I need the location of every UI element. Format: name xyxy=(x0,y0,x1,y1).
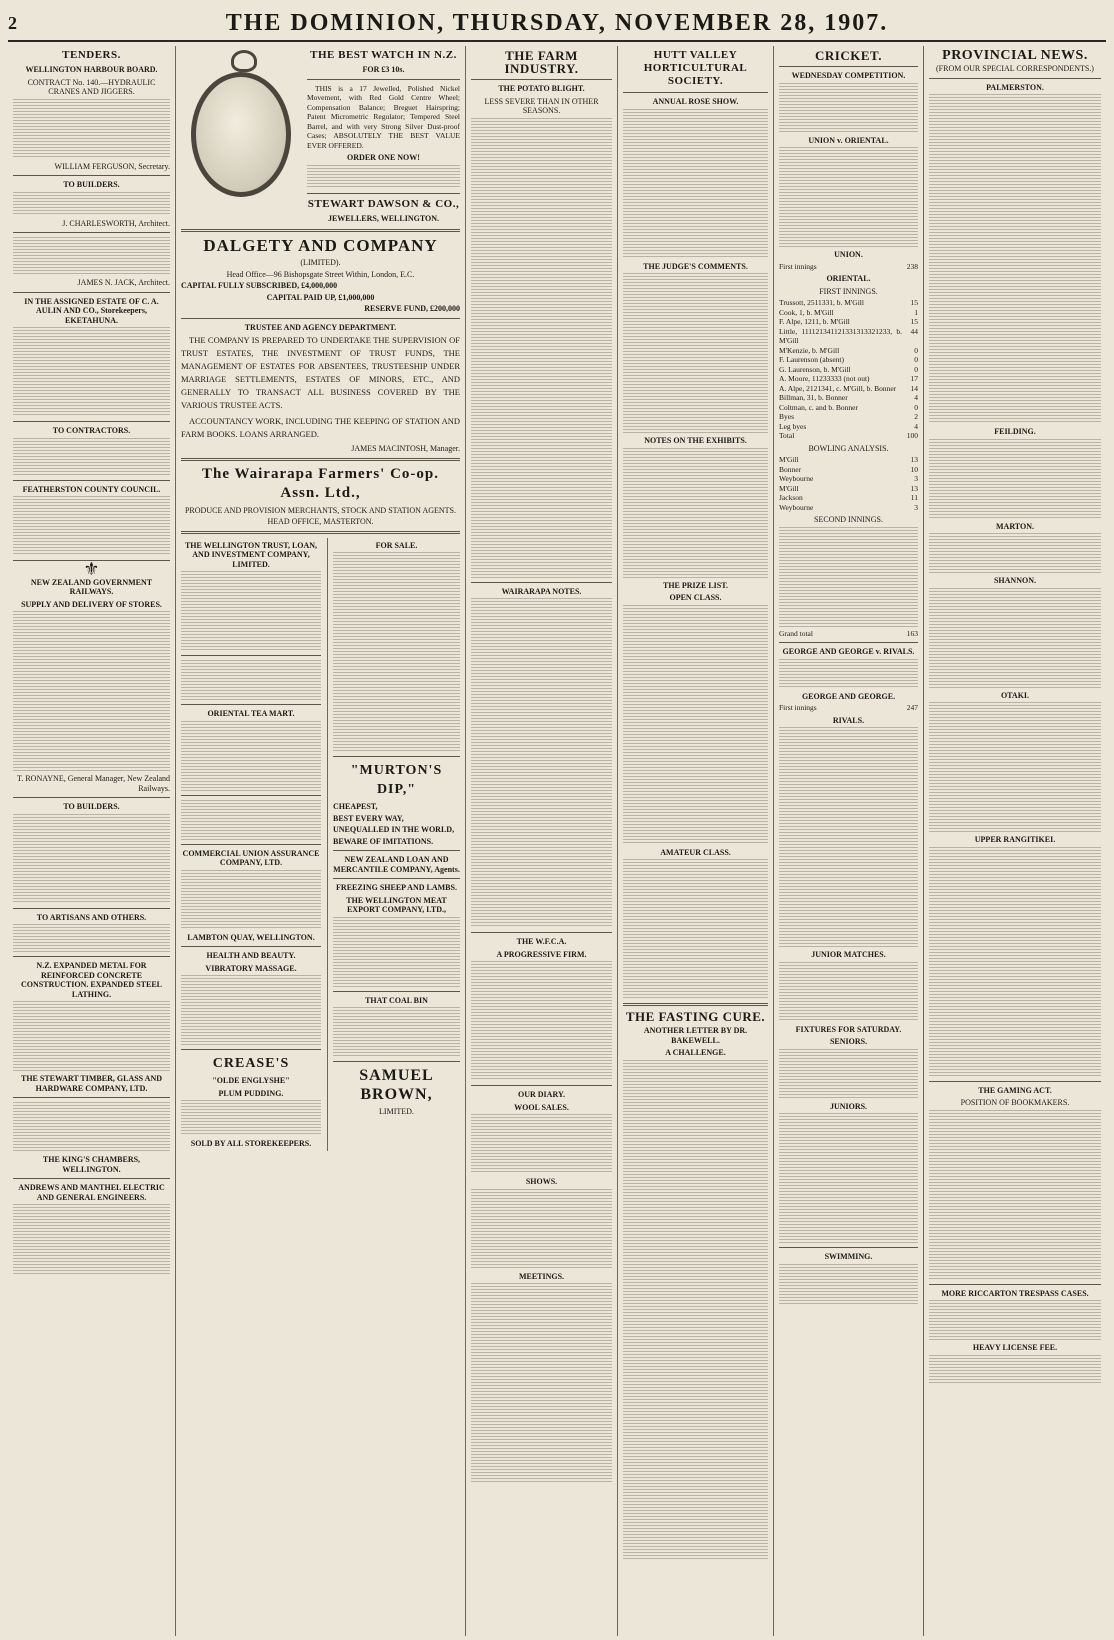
juniors-heading: JUNIORS. xyxy=(829,1101,868,1111)
shows-heading: SHOWS. xyxy=(525,1177,558,1186)
article-text xyxy=(471,1189,612,1269)
to-builders-heading-2: TO BUILDERS. xyxy=(63,802,120,811)
union-total-row: First innings 238 xyxy=(779,261,918,271)
score-row xyxy=(779,346,918,356)
wednesday-heading: WEDNESDAY COMPETITION. xyxy=(791,71,906,80)
text-block xyxy=(13,438,170,476)
capital-paid: CAPITAL PAID UP, £1,000,000 xyxy=(266,292,375,302)
harbour-board-heading: WELLINGTON HARBOUR BOARD. xyxy=(25,65,158,74)
second-innings-heading: SECOND INNINGS. xyxy=(814,515,883,524)
player-name: Weybourne xyxy=(779,502,814,512)
dalgety-manager: JAMES MACINTOSH, Manager. xyxy=(351,444,460,453)
grand-total-row: Grand total 163 xyxy=(779,628,918,638)
text-block xyxy=(13,814,170,904)
creases-heading: CREASE'S xyxy=(212,1056,290,1071)
otaki-heading: OTAKI. xyxy=(1000,690,1030,700)
trust-loan-heading: THE WELLINGTON TRUST, LOAN, AND INVESTMENT COMPANY, LIMITED. xyxy=(184,540,318,569)
player-runs: 2 xyxy=(914,412,918,421)
player-runs: 13 xyxy=(910,455,918,464)
cricket-heading: CRICKET. xyxy=(815,48,882,63)
murtons-line-4: BEWARE OF IMITATIONS. xyxy=(333,836,434,846)
trustee-body: THE COMPANY IS PREPARED TO UNDERTAKE THE SUPERVISION OF TRUST ESTATES, THE INVESTMENT OF TRUST FUNDS, THE MANAGEMENT OF ESTATES FOR ABSENTEES, TRUSTEESHIP UNDER MARRIAGE SETTLEMENTS, ESTATES OF MINORS, ETC., AND GENERALLY TO TRANSACT ALL BUSINESS COVERED BY THE VARIOUS TRUSTEE ACTS. xyxy=(181,335,460,410)
player-runs: 11 xyxy=(910,493,918,502)
score-row xyxy=(779,384,918,394)
column-provincial-news xyxy=(924,46,1106,1636)
player-name: F. Alpe, 1211, b. M'Gill xyxy=(779,317,850,326)
player-runs: 44 xyxy=(910,326,918,336)
prize-list-heading: THE PRIZE LIST. xyxy=(663,580,728,590)
gg-total-row: First innings 247 xyxy=(779,703,918,712)
murtons-line-3: UNEQUALLED IN THE WORLD, xyxy=(333,825,455,834)
player-runs: 1 xyxy=(914,307,918,317)
player-runs: 3 xyxy=(914,474,918,483)
provincial-heading: PROVINCIAL NEWS. xyxy=(942,48,1088,63)
text-block xyxy=(13,496,170,556)
score-row xyxy=(779,474,918,484)
player-runs: 0 xyxy=(914,402,918,412)
oriental-total-row: Total 100 xyxy=(779,431,918,440)
coal-bin-heading: THAT COAL BIN xyxy=(365,995,428,1005)
stewart-dawson: STEWART DAWSON & CO., xyxy=(307,197,460,210)
wairarapa-notes-heading: WAIRARAPA NOTES. xyxy=(501,586,582,596)
amateur-class-heading: AMATEUR CLASS. xyxy=(660,847,731,857)
player-runs: 13 xyxy=(910,483,918,493)
article-text xyxy=(929,533,1101,573)
bowling-heading: BOWLING ANALYSIS. xyxy=(808,443,889,453)
article-text xyxy=(779,83,918,133)
article-text xyxy=(471,1114,612,1174)
nz-loan-heading: NEW ZEALAND LOAN AND MERCANTILE COMPANY, Agents. xyxy=(333,855,460,874)
article-text xyxy=(623,1060,768,1560)
stewart-timber-heading: THE STEWART TIMBER, GLASS AND HARDWARE COMPANY, LTD. xyxy=(20,1074,163,1093)
article-text xyxy=(623,109,768,259)
score-row xyxy=(779,455,918,465)
player-name: M'Kenzie, b. M'Gill xyxy=(779,345,840,355)
mixed-adverts xyxy=(181,538,460,1151)
article-text xyxy=(779,527,918,627)
shannon-heading: SHANNON. xyxy=(993,576,1036,585)
samuel-brown-limited: LIMITED. xyxy=(379,1107,414,1116)
marton-heading: MARTON. xyxy=(995,521,1034,531)
text-block xyxy=(13,1102,170,1152)
column-tenders xyxy=(8,46,176,1636)
featherston-heading: FEATHERSTON COUNTY COUNCIL. xyxy=(22,484,161,494)
storekeepers: SOLD BY ALL STOREKEEPERS. xyxy=(190,1139,312,1148)
article-text xyxy=(929,1300,1101,1340)
signature: WILLIAM FERGUSON, Secretary. xyxy=(54,161,170,171)
player-name: Jackson xyxy=(779,493,803,502)
railways-heading: NEW ZEALAND GOVERNMENT RAILWAYS. xyxy=(30,577,153,596)
article-text xyxy=(779,962,918,1022)
capital-subscribed: CAPITAL FULLY SUBSCRIBED, £4,000,000 xyxy=(181,281,338,290)
murtons-heading: "MURTON'S DIP," xyxy=(350,763,443,797)
to-builders-heading: TO BUILDERS. xyxy=(63,180,120,189)
text-block xyxy=(13,1001,170,1071)
contract-line: CONTRACT No. 140.—HYDRAULIC CRANES AND JIGGERS. xyxy=(27,77,156,96)
article-text xyxy=(929,439,1101,519)
challenge-heading: A CHALLENGE. xyxy=(665,1048,726,1057)
upper-rangitikei-heading: UPPER RANGITIKEI. xyxy=(974,835,1056,844)
dalgety-advert xyxy=(181,236,460,454)
dalgety-head-office: Head Office—96 Bishopsgate Street Within, London, E.C. xyxy=(226,269,415,279)
player-name: M'Gill xyxy=(779,455,799,464)
article-text xyxy=(929,1110,1101,1280)
another-letter-heading: ANOTHER LETTER BY DR. BAKEWELL. xyxy=(643,1026,748,1045)
signature: JAMES N. JACK, Architect. xyxy=(77,278,170,287)
player-name: Trussott, 2511331, b. M'Gill xyxy=(779,298,864,307)
article-text xyxy=(929,94,1101,424)
scoreboard xyxy=(779,298,918,431)
score-row xyxy=(779,355,918,365)
score-row xyxy=(779,393,918,403)
article-text xyxy=(779,1264,918,1304)
player-name: Billman, 31, b. Bonner xyxy=(779,393,848,402)
riccarton-heading: MORE RICCARTON TRESPASS CASES. xyxy=(941,1288,1089,1298)
text-block xyxy=(13,327,170,417)
player-runs: 15 xyxy=(910,298,918,307)
swimming-heading: SWIMMING. xyxy=(824,1252,873,1261)
score-row xyxy=(779,298,918,308)
text-block xyxy=(13,99,170,159)
player-name: Cook, 1, b. M'Gill xyxy=(779,307,834,317)
assigned-estate-heading: IN THE ASSIGNED ESTATE OF C. A. AULIN AND CO., Storekeepers, EKETAHUNA. xyxy=(24,296,159,325)
junior-heading: JUNIOR MATCHES. xyxy=(811,950,886,959)
score-row xyxy=(779,403,918,413)
olde-englyshe: "OLDE ENGLYSHE" xyxy=(212,1076,290,1085)
palmerston-heading: PALMERSTON. xyxy=(986,82,1044,92)
watch-body: THIS is a 17 Jewelled, Polished Nickel Movement, with Red Gold Centre Wheel; Compensation Balance; Breguet Hairspring; Patent Micrometric Regulator; Tempered Steel Barrel, and with very Strong Silver Dust-proof Cases; ABSOLUTELY THE BEST VALUE EVER OFFERED. xyxy=(307,83,460,150)
dalgety-heading: DALGETY AND COMPANY xyxy=(203,236,438,255)
player-name: Little, 111121341121331313321233, b. M'Gill xyxy=(779,326,902,345)
player-runs: 3 xyxy=(914,502,918,512)
less-severe-heading: LESS SEVERE THAN IN OTHER SEASONS. xyxy=(484,96,599,115)
hutt-valley-heading: HUTT VALLEY HORTICULTURAL SOCIETY. xyxy=(643,49,748,87)
andrews-heading: ANDREWS AND MANTHEL ELECTRIC AND GENERAL ENGINEERS. xyxy=(18,1183,165,1202)
player-name: Leg byes xyxy=(779,421,807,431)
text-block xyxy=(13,611,170,771)
article-text xyxy=(779,1049,918,1099)
page-number: 2 xyxy=(8,12,17,33)
farm-industry-heading: THE FARM INDUSTRY. xyxy=(504,48,579,76)
article-text xyxy=(471,598,612,928)
potato-blight-heading: THE POTATO BLIGHT. xyxy=(498,84,585,93)
union-oriental-heading: UNION v. ORIENTAL. xyxy=(808,135,889,145)
meetings-heading: MEETINGS. xyxy=(518,1271,565,1281)
gaming-act-heading: THE GAMING ACT. xyxy=(978,1085,1052,1095)
player-runs: 4 xyxy=(914,421,918,431)
player-name: Coltman, c. and b. Bonner xyxy=(779,402,858,412)
watch-order: ORDER ONE NOW! xyxy=(347,153,420,162)
supply-heading: SUPPLY AND DELIVERY OF STORES. xyxy=(21,599,162,609)
article-text xyxy=(471,1283,612,1483)
accountancy: ACCOUNTANCY WORK, INCLUDING THE KEEPING OF STATION AND FARM BOOKS. LOANS ARRANGED. xyxy=(181,416,460,439)
rose-show-heading: ANNUAL ROSE SHOW. xyxy=(652,97,739,106)
column-advertisements xyxy=(176,46,466,1636)
text-block xyxy=(13,192,170,216)
meat-export-heading: THE WELLINGTON MEAT EXPORT COMPANY, LTD., xyxy=(346,895,447,914)
fixtures-heading: FIXTURES FOR SATURDAY. xyxy=(795,1024,902,1034)
article-text xyxy=(623,859,768,999)
murtons-line-1: CHEAPEST, xyxy=(333,802,378,811)
score-row xyxy=(779,412,918,422)
fasting-cure-heading: THE FASTING CURE. xyxy=(625,1009,766,1024)
wool-sales-heading: WOOL SALES. xyxy=(514,1102,569,1112)
article-text xyxy=(779,1113,918,1243)
samuel-brown-heading: SAMUEL BROWN, xyxy=(359,1067,434,1103)
wairarapa-heading: The Wairarapa Farmers' Co-op. Assn. Ltd., xyxy=(201,465,440,501)
column-layout xyxy=(8,46,1106,1636)
article-text xyxy=(929,702,1101,832)
player-runs: 14 xyxy=(910,383,918,393)
score-row xyxy=(779,465,918,475)
score-row xyxy=(779,422,918,432)
newspaper-title: THE DOMINION, THURSDAY, NOVEMBER 28, 1907. xyxy=(225,9,889,36)
player-runs: 10 xyxy=(910,464,918,474)
oriental-tea-heading: ORIENTAL TEA MART. xyxy=(207,709,295,718)
score-row xyxy=(779,317,918,327)
notes-exhibits-heading: NOTES ON THE EXHIBITS. xyxy=(644,436,747,445)
score-row xyxy=(779,374,918,384)
signature: J. CHARLESWORTH, Architect. xyxy=(62,218,170,228)
article-text xyxy=(779,147,918,247)
article-text xyxy=(623,448,768,578)
commercial-union-heading: COMMERCIAL UNION ASSURANCE COMPANY, LTD. xyxy=(182,848,320,867)
expanded-metal-heading: N.Z. EXPANDED METAL FOR REINFORCED CONCRETE CONSTRUCTION. EXPANDED STEEL LATHING. xyxy=(21,961,162,999)
column-hutt-valley xyxy=(618,46,774,1636)
article-text xyxy=(471,118,612,578)
reserve-fund: RESERVE FUND, £200,000 xyxy=(364,304,460,313)
player-name: Byes xyxy=(779,412,794,421)
article-text xyxy=(779,727,918,947)
first-innings-heading: FIRST INNINGS. xyxy=(819,286,878,296)
jewellers: JEWELLERS, WELLINGTON. xyxy=(327,213,440,223)
rivals-heading: RIVALS. xyxy=(832,715,865,725)
our-diary-heading: OUR DIARY. xyxy=(518,1090,565,1099)
text-block xyxy=(13,1204,170,1274)
column-cricket xyxy=(774,46,924,1636)
article-text xyxy=(929,847,1101,1077)
to-contractors-heading: TO CONTRACTORS. xyxy=(52,426,131,435)
progressive-firm-heading: A PROGRESSIVE FIRM. xyxy=(496,949,587,959)
coat-of-arms-icon: ⚜ xyxy=(83,559,100,579)
open-class-heading: OPEN CLASS. xyxy=(669,593,722,602)
signature: T. RONAYNE, General Manager, New Zealand Railways. xyxy=(17,774,170,793)
article-text xyxy=(929,1355,1101,1385)
score-row xyxy=(779,365,918,375)
artisans-heading: TO ARTISANS AND OTHERS. xyxy=(36,912,147,922)
score-row xyxy=(779,484,918,494)
article-text xyxy=(623,273,768,433)
murtons-line-2: BEST EVERY WAY, xyxy=(333,813,404,823)
bowling-table xyxy=(779,455,918,512)
player-runs: 15 xyxy=(910,317,918,326)
player-name: A. Moore, 11233333 (not out) xyxy=(779,374,870,383)
player-name: A. Alpe, 2121341, c. M'Gill, b. Bonner xyxy=(779,383,897,393)
watch-heading: THE BEST WATCH IN N.Z. xyxy=(310,49,457,61)
player-runs: 4 xyxy=(914,393,918,402)
player-name: M'Gill xyxy=(779,483,799,493)
score-row xyxy=(779,503,918,513)
watch-advert xyxy=(181,46,460,225)
gg-heading: GEORGE AND GEORGE. xyxy=(801,691,896,701)
george-rivals-heading: GEORGE AND GEORGE v. RIVALS. xyxy=(782,647,915,656)
score-row xyxy=(779,327,918,346)
score-row xyxy=(779,493,918,503)
lambton-quay: LAMBTON QUAY, WELLINGTON. xyxy=(187,932,315,942)
player-runs: 0 xyxy=(914,345,918,355)
player-name: G. Laurenson, b. M'Gill xyxy=(779,364,851,374)
health-heading: HEALTH AND BEAUTY. xyxy=(206,951,296,960)
own-correspondents: (FROM OUR SPECIAL CORRESPONDENTS.) xyxy=(936,64,1094,73)
freezing-heading: FREEZING SHEEP AND LAMBS. xyxy=(336,883,457,892)
article-text xyxy=(623,605,768,845)
plum-pudding: PLUM PUDDING. xyxy=(218,1088,284,1098)
article-text xyxy=(471,961,612,1081)
text-block xyxy=(13,924,170,952)
player-name: Bonner xyxy=(779,464,802,474)
article-text xyxy=(929,588,1101,688)
wairarapa-subheading: PRODUCE AND PROVISION MERCHANTS, STOCK AND STATION AGENTS. xyxy=(184,505,457,515)
vibratory-heading: VIBRATORY MASSAGE. xyxy=(205,963,297,973)
union-heading: UNION. xyxy=(834,250,863,259)
player-runs: 17 xyxy=(910,374,918,383)
wairarapa-head-office: HEAD OFFICE, MASTERTON. xyxy=(267,517,374,526)
bookmakers-heading: POSITION OF BOOKMAKERS. xyxy=(960,1098,1070,1107)
masthead xyxy=(8,6,1106,42)
text-block xyxy=(13,237,170,275)
wfca-heading: THE W.F.C.A. xyxy=(516,937,567,946)
tenders-heading: TENDERS. xyxy=(62,49,121,61)
score-row xyxy=(779,308,918,318)
player-runs: 0 xyxy=(914,355,918,364)
dalgety-limited: (LIMITED). xyxy=(300,258,341,267)
judges-heading: THE JUDGE'S COMMENTS. xyxy=(643,261,748,271)
watch-price: FOR £3 10s. xyxy=(362,65,405,74)
seniors-heading: SENIORS. xyxy=(829,1037,868,1046)
for-sale-heading: FOR SALE. xyxy=(375,540,418,550)
kings-chambers-heading: THE KING'S CHAMBERS, WELLINGTON. xyxy=(42,1155,141,1174)
player-name: F. Laurenson (absent) xyxy=(779,355,845,364)
feilding-heading: FEILDING. xyxy=(994,427,1036,436)
article-text xyxy=(779,659,918,689)
column-farm-industry xyxy=(466,46,618,1636)
trustee-department: TRUSTEE AND AGENCY DEPARTMENT. xyxy=(244,322,397,332)
pocket-watch-icon xyxy=(186,50,296,200)
player-name: Weybourne xyxy=(779,474,814,483)
oriental-heading: ORIENTAL. xyxy=(826,274,871,283)
heavy-fee-heading: HEAVY LICENSE FEE. xyxy=(972,1343,1058,1352)
player-runs: 0 xyxy=(914,364,918,374)
wairarapa-advert xyxy=(181,465,460,527)
